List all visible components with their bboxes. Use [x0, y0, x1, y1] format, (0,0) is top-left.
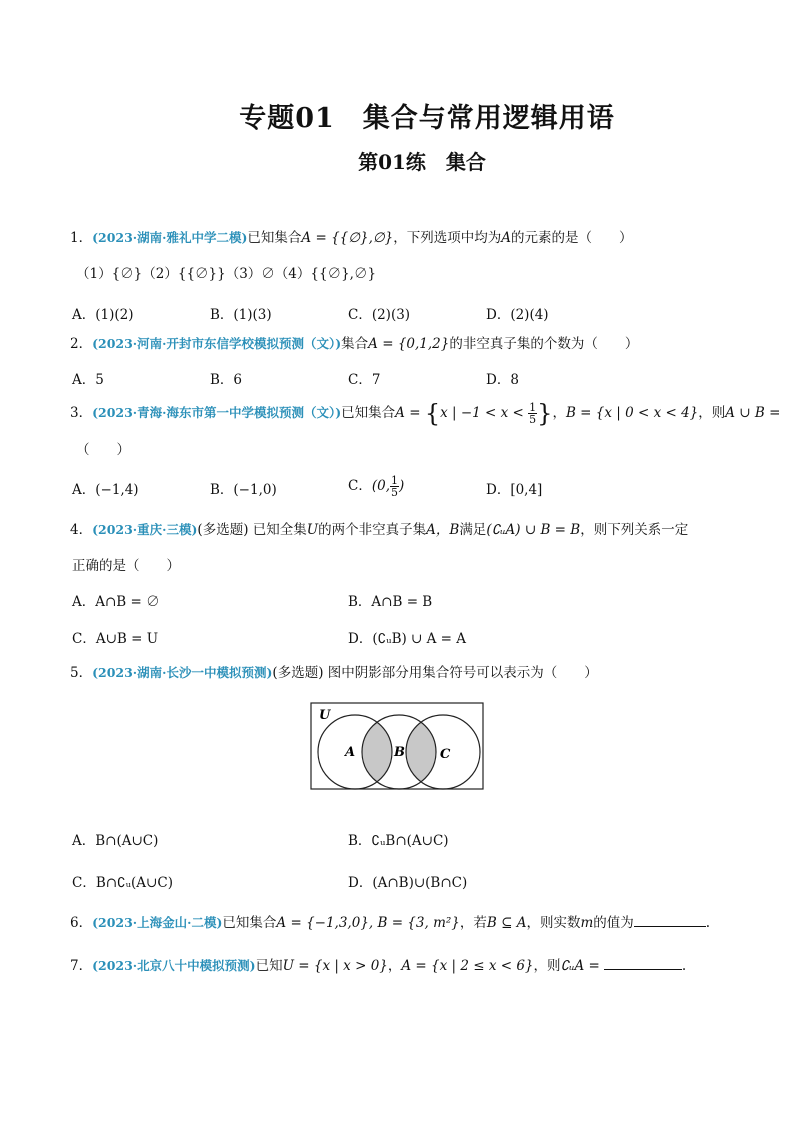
question-number: 4． — [70, 522, 93, 538]
option-b: B．(−1,0) — [210, 482, 277, 498]
option-c: C．(2)(3) — [348, 307, 411, 323]
label-b: B — [394, 745, 405, 760]
math-expression: A = {−1,3,0}, B = {3, m²} — [276, 915, 460, 931]
question-2-stem: 2．(2023·河南·开封市东信学校模拟预测（文）)集合A = {0,1,2}的非空真子集的个数为（ ） — [70, 336, 639, 352]
option-b: B．6 — [210, 372, 243, 388]
fraction: $\frac{1}{5}$ — [529, 401, 537, 426]
question-5-stem: 5．(2023·湖南·长沙一中模拟预测)(多选题) 图中阴影部分用集合符号可以表示为（ ） — [70, 665, 598, 681]
option-c: C．(0, $\frac{1}{5}$ ) — [348, 474, 405, 499]
label-u: U — [319, 708, 331, 723]
option-a: A．(1)(2) — [72, 307, 134, 323]
question-number: 2． — [70, 336, 93, 352]
math-expression: B = {x | 0 < x < 4} — [565, 405, 699, 421]
option-b: B．(1)(3) — [210, 307, 272, 323]
option-b: B．A∩B = B — [348, 594, 433, 610]
answer-blank — [604, 955, 682, 970]
label-c: C — [440, 747, 451, 762]
option-c: C．7 — [348, 372, 381, 388]
question-source: (2023·青海·海东市第一中学模拟预测（文）) — [92, 405, 342, 420]
math-expression: (∁ᵤA) ∪ B = B — [486, 522, 581, 538]
option-a: A．(−1,4) — [72, 482, 139, 498]
math-expression: A = {{∅},∅} — [301, 230, 394, 246]
question-1-stem: 1．(2023·湖南·雅礼中学二模)已知集合A = {{∅},∅}，下列选项中均为A的元素的是（ ） — [70, 230, 633, 246]
math-expression: A = {0,1,2} — [368, 336, 450, 352]
option-c: C．B∩∁ᵤ(A∪C) — [72, 875, 173, 891]
option-b: B．∁ᵤB∩(A∪C) — [348, 833, 449, 849]
answer-paren: （ ） — [76, 442, 130, 458]
question-4-stem: 4．(2023·重庆·三模)(多选题) 已知全集U的两个非空真子集A，B满足(∁ᵤA) ∪ B = B，则下列关系一定 — [70, 522, 689, 538]
question-number: 1． — [70, 230, 93, 246]
fraction: $\frac{1}{5}$ — [391, 474, 398, 499]
question-source: (2023·北京八十中模拟预测) — [92, 958, 256, 973]
question-4-stem-cont: 正确的是（ ） — [72, 558, 180, 574]
question-number: 6． — [70, 915, 93, 931]
option-d: D．(2)(4) — [486, 307, 549, 323]
label-a: A — [345, 745, 356, 760]
question-6-stem: 6．(2023·上海金山·二模)已知集合A = {−1,3,0}, B = {3, m²}，若B ⊆ A，则实数m的值为 . — [70, 912, 710, 933]
question-source: (2023·湖南·长沙一中模拟预测) — [92, 665, 273, 680]
option-d: D．8 — [486, 372, 519, 388]
question-source: (2023·重庆·三模) — [92, 522, 198, 537]
option-d: D．(∁ᵤB) ∪ A = A — [348, 631, 467, 647]
option-d: D．(A∩B)∪(B∩C) — [348, 875, 468, 891]
option-a: A．5 — [72, 372, 104, 388]
option-a: A．B∩(A∪C) — [72, 833, 159, 849]
question-source: (2023·上海金山·二模) — [92, 915, 223, 930]
page-title: 专题01 集合与常用逻辑用语 — [239, 103, 615, 134]
option-d: D．[0,4] — [486, 482, 543, 498]
question-number: 7． — [70, 958, 93, 974]
math-expression: U = {x | x > 0} — [282, 958, 388, 974]
question-source: (2023·河南·开封市东信学校模拟预测（文）) — [92, 336, 342, 351]
option-a: A．A∩B = ∅ — [72, 594, 160, 610]
question-number: 5． — [70, 665, 93, 681]
question-number: 3． — [70, 405, 93, 421]
question-1-items: （1）{∅}（2）{{∅}}（3）∅（4）{{∅},∅} — [76, 266, 377, 282]
question-3-stem: 3．(2023·青海·海东市第一中学模拟预测（文）)已知集合A = {x | −1 < x < $\frac{1}{5}$ }，B = {x | 0 < x < 4}，则A ∪ B = — [70, 399, 781, 428]
math-expression: A = {x | 2 ≤ x < 6} — [401, 958, 534, 974]
venn-diagram — [310, 700, 486, 792]
option-c: C．A∪B = U — [72, 631, 159, 647]
question-source: (2023·湖南·雅礼中学二模) — [92, 230, 248, 245]
answer-blank — [634, 912, 706, 927]
question-7-stem: 7．(2023·北京八十中模拟预测)已知U = {x | x > 0}，A = {x | 2 ≤ x < 6}，则∁ᵤA = . — [70, 955, 686, 976]
page-subtitle: 第01练 集合 — [358, 150, 486, 174]
